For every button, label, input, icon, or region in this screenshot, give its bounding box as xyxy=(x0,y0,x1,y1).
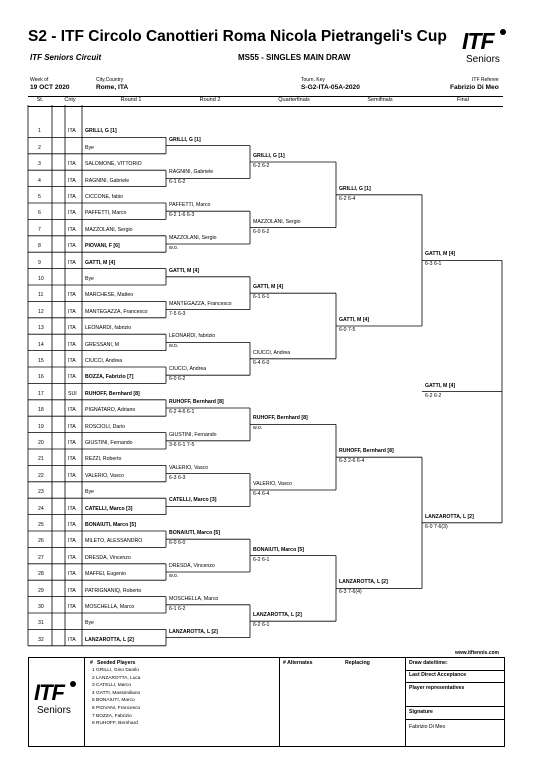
footer-line xyxy=(405,670,504,671)
semifinal-score: 6-3 2-6 6-4 xyxy=(339,458,365,465)
player-entry: MARCHESE, Matteo xyxy=(85,292,134,299)
quarterfinal-winner: MAZZOLANI, Sergio xyxy=(253,218,301,225)
draw-position: 8 xyxy=(38,243,41,250)
draw-position: 4 xyxy=(38,177,41,184)
referee-name: Fabrizio Di Meo xyxy=(409,724,446,730)
seed-entry: 7 BOZZA, Fabrizio xyxy=(92,713,132,719)
round2-winner: CATELLI, Marco [3] xyxy=(169,497,217,504)
circuit-label: ITF Seniors Circuit xyxy=(30,53,102,62)
player-country: ITA xyxy=(68,554,76,561)
seed-entry: 1 GRILLI, Gino Danilo xyxy=(92,668,139,673)
ref-label: ITF Referee xyxy=(472,77,499,83)
player-country: ITA xyxy=(68,226,76,233)
semifinal-score: 6-0 7-5 xyxy=(339,327,356,333)
header-round2: Round 2 xyxy=(199,97,221,103)
player-entry: PIOVANI, F [6] xyxy=(85,243,120,250)
player-country: ITA xyxy=(68,325,76,332)
player-entry: MANTEGAZZA, Francesco xyxy=(85,308,148,315)
player-entry: MAFFEI, Eugenio xyxy=(85,571,126,578)
player-entry: CIUCCI, Andrea xyxy=(85,358,123,364)
seed-entry: 2 LANZAROTTA, Luca xyxy=(92,675,141,681)
round2-score: 6-2 4-6 6-1 xyxy=(169,409,195,415)
quarterfinal-winner: GATTI, M [4] xyxy=(253,284,284,291)
quarterfinal-winner: GRILLI, G [1] xyxy=(253,153,285,159)
quarterfinal-winner: CIUCCI, Andrea xyxy=(253,349,291,356)
player-country: SUI xyxy=(68,390,77,397)
round2-score: w.o. xyxy=(169,245,179,251)
round2-winner: LEONARDI, fabrizio xyxy=(169,333,216,340)
draw-position: 6 xyxy=(38,210,41,217)
player-entry: RAGNINI, Gabriele xyxy=(85,177,130,184)
player-entry: Bye xyxy=(85,276,94,282)
player-entry: GIUSTINI, Fernando xyxy=(85,440,133,446)
header-round1: Round 1 xyxy=(120,97,142,103)
round2-winner: PAFFETTI, Marco xyxy=(169,202,211,209)
quarterfinal-winner: VALERIO, Vasco xyxy=(253,481,293,487)
round2-winner: GRILLI, G [1] xyxy=(169,136,201,143)
semifinal-winner: RUHOFF, Bernhard [8] xyxy=(339,448,394,455)
draw-position: 16 xyxy=(38,374,44,381)
round2-winner: CIUCCI, Andrea xyxy=(169,366,207,373)
player-entry: GRILLI, G [1] xyxy=(85,128,117,135)
player-country: ITA xyxy=(68,538,76,545)
player-entry: BONAIUTI, Marco [5] xyxy=(85,522,137,528)
player-country: ITA xyxy=(68,341,76,348)
round2-score: 6-3 6-3 xyxy=(169,474,186,481)
semifinal-winner: LANZAROTTA, L [2] xyxy=(339,579,388,586)
round2-winner: RAGNINI, Gabriele xyxy=(169,169,214,176)
player-country: ITA xyxy=(68,604,76,610)
header-country: Cnty xyxy=(64,97,76,103)
round2-score: 6-1 6-2 xyxy=(169,605,186,612)
quarterfinal-winner: BONAIUTI, Marco [5] xyxy=(253,546,305,553)
round2-winner: LANZAROTTA, L [2] xyxy=(169,628,218,635)
round2-score: 7-5 6-3 xyxy=(169,310,186,317)
draw-position: 31 xyxy=(38,620,44,627)
header-semifinals: Semifinals xyxy=(367,97,393,103)
footer-line xyxy=(405,706,504,707)
player-country: ITA xyxy=(68,210,76,217)
city-value: Rome, ITA xyxy=(96,84,129,91)
quarterfinal-score: w.o. xyxy=(253,425,263,432)
draw-position: 25 xyxy=(38,522,44,528)
player-entry: GATTI, M [4] xyxy=(85,259,116,266)
logo-itf-text: ITF xyxy=(462,28,494,54)
footer-divider-1 xyxy=(84,657,85,746)
player-country: ITA xyxy=(68,161,76,168)
website: www.itftennis.com xyxy=(455,650,499,656)
event-label: MS55 - SINGLES MAIN DRAW xyxy=(238,53,351,62)
quarterfinal-score: 6-0 6-2 xyxy=(253,228,270,235)
key-label: Tourn. Key xyxy=(301,77,325,83)
seed-entry: 8 RUHOFF, Bernhard xyxy=(92,721,138,727)
player-country: ITA xyxy=(68,194,76,200)
round2-winner: MANTEGAZZA, Francesco xyxy=(169,300,232,307)
player-entry: LANZAROTTA, L [2] xyxy=(85,636,134,643)
seed-entry: 4 GATTI, Massimiliano xyxy=(92,690,141,696)
player-entry: PAFFETTI, Marco xyxy=(85,210,127,217)
player-entry: Bye xyxy=(85,620,94,627)
draw-position: 28 xyxy=(38,571,44,578)
quarterfinal-winner: LANZAROTTA, L [2] xyxy=(253,612,302,619)
footer-divider-2 xyxy=(279,657,280,746)
final-winner: GATTI, M [4] xyxy=(425,251,456,258)
round2-winner: RUHOFF, Bernhard [8] xyxy=(169,399,224,405)
round2-winner: MAZZOLANI, Sergio xyxy=(169,235,217,241)
draw-position: 2 xyxy=(38,144,41,151)
semifinal-winner: GATTI, M [4] xyxy=(339,317,370,323)
draw-position: 15 xyxy=(38,358,44,364)
round2-winner: MOSCHELLA, Marco xyxy=(169,595,219,602)
player-entry: VALERIO, Vasco xyxy=(85,472,125,479)
player-entry: PATRIGNANIQ, Roberto xyxy=(85,587,142,594)
final-score: 6-0 7-6(3) xyxy=(425,523,448,530)
round2-score: w.o. xyxy=(169,343,179,350)
champion-name: GATTI, M [4] xyxy=(425,382,456,389)
player-country: ITA xyxy=(68,374,76,381)
seeded-title: Seeded Players xyxy=(97,660,136,666)
round2-score: 6-0 6-2 xyxy=(169,376,186,383)
draw-position: 23 xyxy=(38,489,44,496)
draw-position: 17 xyxy=(38,390,44,397)
player-country: ITA xyxy=(68,308,76,315)
quarterfinal-winner: RUHOFF, Bernhard [8] xyxy=(253,415,308,422)
header-seed: St. xyxy=(36,97,44,103)
semifinal-score: 6-2 6-4 xyxy=(339,195,356,202)
draw-position: 7 xyxy=(38,226,41,233)
player-entry: BOZZA, Fabrizio [7] xyxy=(85,374,134,381)
draw-position: 11 xyxy=(38,292,44,299)
seed-entry: 3 CATELLI, Marco xyxy=(92,683,132,689)
player-entry: ROSCIOLI, Dario xyxy=(85,423,126,430)
player-country: ITA xyxy=(68,636,76,643)
player-country: ITA xyxy=(68,587,76,594)
draw-position: 14 xyxy=(38,341,44,348)
player-country: ITA xyxy=(68,522,76,528)
player-country: ITA xyxy=(68,128,76,135)
draw-date-label: Draw date/time: xyxy=(409,660,448,666)
semifinal-score: 6-3 7-6(4) xyxy=(339,589,362,596)
ball-icon xyxy=(70,681,76,687)
player-entry: MAZZOLANI, Sergio xyxy=(85,226,133,233)
quarterfinal-score: 6-4 6-4 xyxy=(253,491,270,497)
round2-winner: VALERIO, Vasco xyxy=(169,464,209,471)
quarterfinal-score: 6-4 6-0 xyxy=(253,359,270,366)
player-entry: Bye xyxy=(85,489,94,496)
logo-itf-text: ITF xyxy=(34,680,64,705)
replacing-label: Replacing xyxy=(345,660,370,666)
round2-score: 6-1 6-2 xyxy=(169,179,186,186)
final-winner: LANZAROTTA, L [2] xyxy=(425,513,474,520)
ref-value: Fabrizio Di Meo xyxy=(450,84,499,91)
logo-seniors-text: Seniors xyxy=(466,54,500,65)
round2-winner: GIUSTINI, Fernando xyxy=(169,431,217,438)
round2-score: 3-6 6-1 7-5 xyxy=(169,441,195,448)
key-value: S-G2-ITA-05A-2020 xyxy=(301,84,360,91)
player-country: ITA xyxy=(68,243,76,250)
draw-position: 19 xyxy=(38,423,44,430)
draw-position: 22 xyxy=(38,472,44,479)
player-entry: MILETO, ALESSANDRO xyxy=(85,538,143,545)
final-score: 6-3 6-1 xyxy=(425,261,442,268)
footer-line xyxy=(405,719,504,720)
city-label: City,Country xyxy=(96,77,124,83)
player-entry: Bye xyxy=(85,144,94,151)
page-title: S2 - ITF Circolo Canottieri Roma Nicola Pietrangeli's Cup xyxy=(28,28,447,45)
round2-score: 6-2 1-6 6-3 xyxy=(169,212,195,219)
draw-position: 21 xyxy=(38,456,44,463)
draw-position: 30 xyxy=(38,604,44,610)
alternates-label: # Alternates xyxy=(283,660,313,666)
draw-position: 3 xyxy=(38,161,41,168)
player-entry: CATELLI, Marco [3] xyxy=(85,505,133,512)
player-entry: REZZI, Roberto xyxy=(85,456,122,463)
draw-position: 10 xyxy=(38,276,44,282)
draw-position: 24 xyxy=(38,505,44,512)
round2-winner: DRESDA, Vincenzo xyxy=(169,563,215,569)
player-entry: CICCONE, fabio xyxy=(85,194,124,200)
player-country: ITA xyxy=(68,407,76,414)
header-final: Final xyxy=(457,97,469,103)
draw-position: 1 xyxy=(38,128,41,135)
quarterfinal-score: 6-1 6-1 xyxy=(253,294,270,301)
header-quarterfinals: Quarterfinals xyxy=(278,97,310,103)
week-label: Week of xyxy=(30,77,49,83)
draw-position: 27 xyxy=(38,554,44,561)
draw-position: 5 xyxy=(38,194,41,200)
round2-winner: BONAIUTI, Marco [5] xyxy=(169,530,221,537)
footer-line xyxy=(405,682,504,683)
draw-position: 9 xyxy=(38,259,41,266)
semifinal-winner: GRILLI, G [1] xyxy=(339,185,371,192)
quarterfinal-score: 6-2 6-1 xyxy=(253,556,270,563)
player-entry: DRESDA, Vincenzo xyxy=(85,554,131,561)
player-entry: RUHOFF, Bernhard [8] xyxy=(85,390,140,397)
player-entry: SALOMONE, VITTORIO xyxy=(85,161,142,168)
player-country: ITA xyxy=(68,259,76,266)
draw-position: 20 xyxy=(38,440,44,446)
seed-entry: 5 BONAIUTI, Marco xyxy=(92,698,135,704)
player-country: ITA xyxy=(68,571,76,578)
draw-position: 13 xyxy=(38,325,44,332)
player-country: ITA xyxy=(68,177,76,184)
draw-position: 26 xyxy=(38,538,44,545)
week-value: 19 OCT 2020 xyxy=(30,84,70,91)
signature-label: Signature xyxy=(409,709,433,715)
player-country: ITA xyxy=(68,440,76,446)
seeded-hash: # xyxy=(90,660,93,666)
draw-position: 12 xyxy=(38,308,44,315)
player-country: ITA xyxy=(68,472,76,479)
player-entry: PIGNATARO, Adriano xyxy=(85,407,136,414)
player-country: ITA xyxy=(68,456,76,463)
player-reps-label: Player representatives xyxy=(409,685,465,691)
player-country: ITA xyxy=(68,358,76,364)
seed-entry: 6 PIOVANI, Francesco xyxy=(92,706,141,711)
draw-position: 29 xyxy=(38,587,44,594)
player-country: ITA xyxy=(68,423,76,430)
player-country: ITA xyxy=(68,292,76,299)
quarterfinal-score: 6-2 6-2 xyxy=(253,163,270,169)
champion-score: 6-2 6-2 xyxy=(425,392,442,399)
player-country: ITA xyxy=(68,505,76,512)
round2-score: 6-0 6-0 xyxy=(169,540,186,547)
player-entry: LEONARDI, fabrizio xyxy=(85,325,132,332)
draw-position: 32 xyxy=(38,636,44,643)
round2-score: w.o. xyxy=(169,573,179,579)
quarterfinal-score: 6-2 6-1 xyxy=(253,622,270,629)
player-entry: GRESSANI, M xyxy=(85,341,120,348)
draw-position: 18 xyxy=(38,407,44,414)
logo-seniors-text: Seniors xyxy=(37,705,71,716)
player-entry: MOSCHELLA, Marco xyxy=(85,604,135,610)
last-direct-label: Last Direct Acceptance xyxy=(409,672,467,678)
round2-winner: GATTI, M [4] xyxy=(169,267,200,274)
